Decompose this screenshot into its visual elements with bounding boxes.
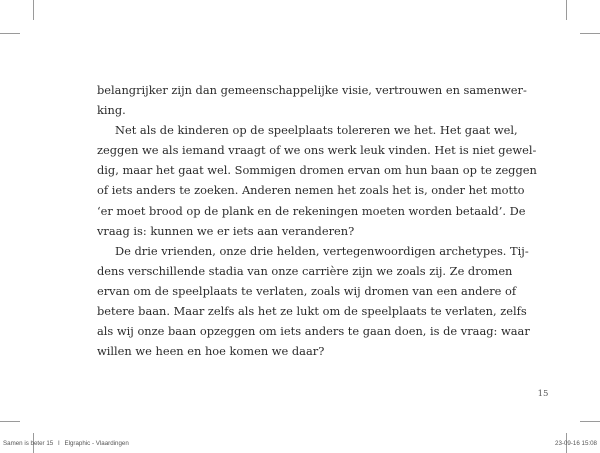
crop-mark-top-right-vertical: [566, 0, 567, 20]
text-line: willen we heen en hoe komen we daar?: [97, 344, 325, 359]
text-line: king.: [97, 103, 126, 118]
text-line: ‘er moet brood op de plank en de rekeningen moeten worden betaald’. De: [97, 203, 526, 218]
slug-page: 15: [46, 440, 54, 447]
text-line: dig, maar het gaat wel. Sommigen dromen ervan om hun baan op te zeggen: [97, 163, 537, 178]
text-line: of iets anders te zoeken. Anderen nemen het zoals het is, onder het motto: [97, 183, 525, 198]
crop-mark-top-left-vertical: [33, 0, 34, 20]
crop-mark-top-left-horizontal: [0, 33, 20, 34]
text-line: betere baan. Maar zelfs als het ze lukt om de speelplaats te verlaten, zelfs: [97, 304, 527, 319]
text-line: Net als de kinderen op de speelplaats tolereren we het. Het gaat wel,: [115, 123, 518, 138]
crop-mark-bottom-left-horizontal: [0, 421, 20, 422]
text-line: vraag is: kunnen we er iets aan veranderen?: [97, 223, 355, 238]
text-line: als wij onze baan opzeggen om iets anders te gaan doen, is de vraag: waar: [97, 324, 530, 339]
slug-printer: Elgraphic - Vlaardingen: [64, 440, 129, 447]
slug-separator: I: [57, 440, 60, 447]
print-slug-right: [555, 440, 597, 447]
crop-mark-bottom-right-horizontal: [580, 421, 600, 422]
text-line: belangrijker zijn dan gemeenschappelijke visie, vertrouwen en samenwer-: [97, 83, 527, 97]
body-text: [97, 80, 537, 361]
text-line: ervan om de speelplaats te verlaten, zoals wij dromen van een andere of: [97, 283, 517, 298]
slug-time: 15:08: [581, 440, 597, 447]
slug-file-name: Samen is beter: [3, 440, 45, 447]
text-line: De drie vrienden, onze drie helden, vertegenwoordigen archetypes. Tij-: [115, 243, 529, 258]
print-slug-left: [3, 440, 129, 447]
text-line: zeggen we als iemand vraagt of we ons werk leuk vinden. Het is niet gewel-: [97, 143, 537, 158]
slug-date: 23-09-16: [555, 440, 580, 447]
crop-mark-top-right-horizontal: [580, 33, 600, 34]
text-line: dens verschillende stadia van onze carrière zijn we zoals zij. Ze dromen: [97, 263, 513, 278]
page-number: 15: [537, 389, 549, 399]
